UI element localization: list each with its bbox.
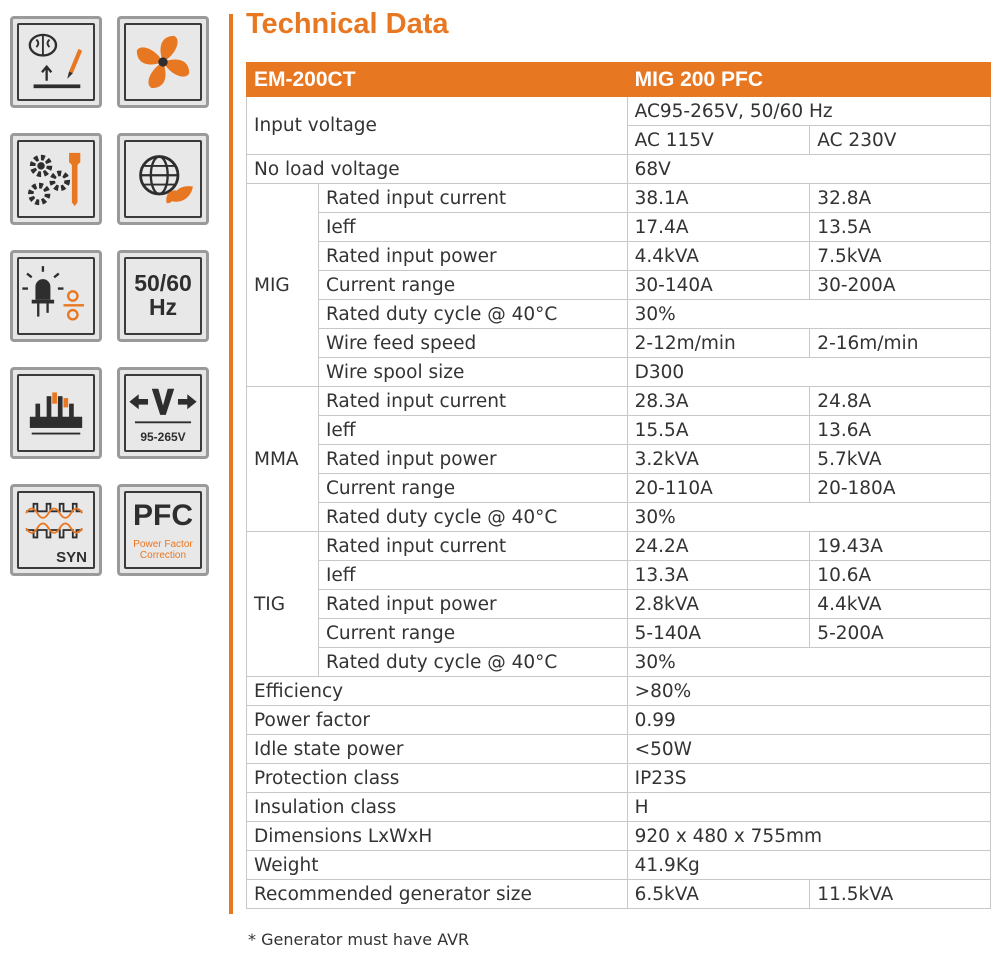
group-label: TIG bbox=[247, 532, 319, 677]
table-row bbox=[247, 648, 991, 677]
table-row bbox=[247, 764, 991, 793]
row-label: Rated duty cycle @ 40°C bbox=[318, 648, 627, 677]
row-label: Ieff bbox=[318, 416, 627, 445]
row-value: 6.5kVA bbox=[627, 880, 810, 909]
pfc-icon bbox=[117, 484, 209, 576]
row-label: Idle state power bbox=[247, 735, 628, 764]
row-value: >80% bbox=[627, 677, 990, 706]
row-value: 5-140A bbox=[627, 619, 810, 648]
table-row bbox=[247, 590, 991, 619]
row-value: 920 x 480 x 755mm bbox=[627, 822, 990, 851]
row-value: 2-16m/min bbox=[810, 329, 991, 358]
row-label: Rated input current bbox=[318, 387, 627, 416]
row-value: 7.5kVA bbox=[810, 242, 991, 271]
table-row bbox=[247, 677, 991, 706]
table-row bbox=[247, 793, 991, 822]
table-row bbox=[247, 300, 991, 329]
pfc-label: PFC bbox=[133, 499, 193, 532]
table-row bbox=[247, 387, 991, 416]
row-label: Current range bbox=[318, 271, 627, 300]
page-title: Technical Data bbox=[246, 8, 449, 40]
row-label: Rated input power bbox=[318, 242, 627, 271]
table-row bbox=[247, 358, 991, 387]
row-label: Ieff bbox=[318, 213, 627, 242]
row-label: Input voltage bbox=[247, 97, 628, 155]
voltage-range-caption: 95-265V bbox=[140, 430, 186, 444]
row-label: Ieff bbox=[318, 561, 627, 590]
table-row bbox=[247, 735, 991, 764]
table-row bbox=[247, 561, 991, 590]
row-value: 0.99 bbox=[627, 706, 990, 735]
row-label: Efficiency bbox=[247, 677, 628, 706]
row-label: Rated input power bbox=[318, 445, 627, 474]
row-label: Current range bbox=[318, 619, 627, 648]
row-value: 30-140A bbox=[627, 271, 810, 300]
row-label: Rated input current bbox=[318, 532, 627, 561]
row-value: 30-200A bbox=[810, 271, 991, 300]
group-label: MIG bbox=[247, 184, 319, 387]
gears-wrench-icon bbox=[10, 133, 102, 225]
led-indicator-icon bbox=[10, 250, 102, 342]
row-value: 5-200A bbox=[810, 619, 991, 648]
row-value: 19.43A bbox=[810, 532, 991, 561]
pfc-subtitle-1: Power Factor bbox=[133, 539, 193, 550]
table-header bbox=[247, 63, 991, 97]
row-value: 24.8A bbox=[810, 387, 991, 416]
model-name: MIG 200 PFC bbox=[627, 63, 990, 97]
row-value: 2-12m/min bbox=[627, 329, 810, 358]
row-label: Rated duty cycle @ 40°C bbox=[318, 503, 627, 532]
fan-icon bbox=[117, 16, 209, 108]
row-label: Protection class bbox=[247, 764, 628, 793]
row-value: 4.4kVA bbox=[627, 242, 810, 271]
table-row bbox=[247, 213, 991, 242]
footnote: * Generator must have AVR bbox=[248, 930, 470, 949]
row-value: 13.6A bbox=[810, 416, 991, 445]
group-label: MMA bbox=[247, 387, 319, 532]
row-value: 2.8kVA bbox=[627, 590, 810, 619]
globe-leaf-icon bbox=[117, 133, 209, 225]
row-label: Recommended generator size bbox=[247, 880, 628, 909]
voltage-range-icon bbox=[117, 367, 209, 459]
table-row bbox=[247, 184, 991, 213]
row-value: 24.2A bbox=[627, 532, 810, 561]
synergic-waveform-icon bbox=[10, 484, 102, 576]
row-value: 41.9Kg bbox=[627, 851, 990, 880]
row-value: 28.3A bbox=[627, 387, 810, 416]
feature-icons bbox=[0, 0, 225, 954]
frequency-icon bbox=[117, 250, 209, 342]
row-value: 17.4A bbox=[627, 213, 810, 242]
table-row bbox=[247, 532, 991, 561]
accent-divider bbox=[229, 14, 233, 914]
row-value: D300 bbox=[627, 358, 990, 387]
row-value: 13.5A bbox=[810, 213, 991, 242]
row-value: 10.6A bbox=[810, 561, 991, 590]
row-value: AC95-265V, 50/60 Hz bbox=[627, 97, 990, 126]
table-row bbox=[247, 271, 991, 300]
row-label: Wire feed speed bbox=[318, 329, 627, 358]
row-value: 4.4kVA bbox=[810, 590, 991, 619]
table-row bbox=[247, 242, 991, 271]
row-label: Insulation class bbox=[247, 793, 628, 822]
row-label: Rated input current bbox=[318, 184, 627, 213]
row-label: Weight bbox=[247, 851, 628, 880]
row-label: Rated duty cycle @ 40°C bbox=[318, 300, 627, 329]
table-row bbox=[247, 706, 991, 735]
row-value: AC 230V bbox=[810, 126, 991, 155]
table-row bbox=[247, 416, 991, 445]
frequency-value: 50/60 bbox=[134, 270, 192, 296]
synergic-caption: SYN bbox=[56, 549, 87, 566]
row-label: Rated input power bbox=[318, 590, 627, 619]
table-row bbox=[247, 155, 991, 184]
frequency-unit: Hz bbox=[148, 294, 178, 320]
table-row bbox=[247, 619, 991, 648]
table-row bbox=[247, 822, 991, 851]
model-code: EM-200CT bbox=[247, 63, 628, 97]
row-value: IP23S bbox=[627, 764, 990, 793]
table-row bbox=[247, 851, 991, 880]
row-value: 68V bbox=[627, 155, 990, 184]
table-row bbox=[247, 503, 991, 532]
row-value: AC 115V bbox=[627, 126, 810, 155]
row-value: 38.1A bbox=[627, 184, 810, 213]
row-label: Current range bbox=[318, 474, 627, 503]
table-row bbox=[247, 880, 991, 909]
row-value: <50W bbox=[627, 735, 990, 764]
row-value: 15.5A bbox=[627, 416, 810, 445]
row-value: 30% bbox=[627, 503, 990, 532]
row-value: 13.3A bbox=[627, 561, 810, 590]
row-value: 30% bbox=[627, 648, 990, 677]
row-value: 11.5kVA bbox=[810, 880, 991, 909]
table-row bbox=[247, 97, 991, 126]
row-value: 3.2kVA bbox=[627, 445, 810, 474]
row-value: H bbox=[627, 793, 990, 822]
row-value: 30% bbox=[627, 300, 990, 329]
row-label: No load voltage bbox=[247, 155, 628, 184]
row-value: 5.7kVA bbox=[810, 445, 991, 474]
pfc-subtitle-2: Correction bbox=[139, 550, 187, 561]
brain-icon bbox=[10, 16, 102, 108]
table-row bbox=[247, 445, 991, 474]
row-label: Dimensions LxWxH bbox=[247, 822, 628, 851]
row-value: 32.8A bbox=[810, 184, 991, 213]
technical-data-table bbox=[246, 62, 991, 909]
row-value: 20-180A bbox=[810, 474, 991, 503]
table-row bbox=[247, 329, 991, 358]
row-label: Power factor bbox=[247, 706, 628, 735]
igbt-icon bbox=[10, 367, 102, 459]
row-label: Wire spool size bbox=[318, 358, 627, 387]
table-row bbox=[247, 474, 991, 503]
row-value: 20-110A bbox=[627, 474, 810, 503]
